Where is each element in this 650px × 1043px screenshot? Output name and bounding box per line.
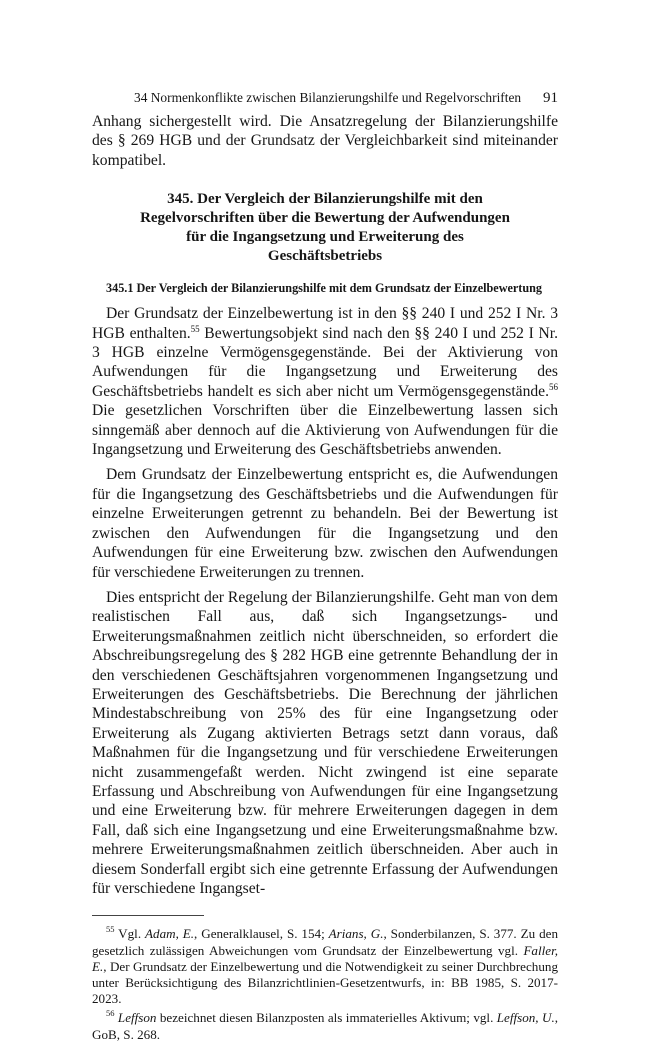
footnote-55-text-b: , Generalklausel, S. 154; [194,926,329,942]
footnote-55-author-faller: Faller, E. [92,942,558,974]
footnote-56 [92,1010,558,1042]
paragraph-1 [92,304,558,459]
footnote-56-text-a: bezeichnet diesen Bilanzposten als immaterielles Aktivum; vgl. [156,1010,497,1026]
paragraph-1-part-c: Die gesetzlichen Vorschriften über die Einzelbewertung lassen sich sinngemäß aber dennoch auf die Aktivierung von Aufwendungen für die Ingangsetzung und Erweiterung des Geschäftsbetriebs anwenden. [92,402,558,459]
footnote-55-author-arians: Arians, G. [328,926,384,942]
running-header-title: 34 Normenkonflikte zwischen Bilanzierungshilfe und Regelvorschriften [134,90,522,105]
paragraph-3: Dies entspricht der Regelung der Bilanzierungshilfe. Geht man von dem realistischen Fall aus, daß sich Ingangsetzungs- und Erweiterungsmaßnahmen zeitlich nicht überschneiden, so erfordert die Abschreibungsregelung des § 282 HGB eine getrennte Behandlung der in den verschiedenen Geschäftsjahren vorgenommenen Ingangsetzung und Erweiterungen des Geschäftsbetriebs. Die Berechnung der jährlichen Mindestabschreibung von 25% des für eine Ingangsetzung oder Erweiterung als Zugang aktivierten Betrags setzt dann voraus, daß Maßnahmen für die Ingangsetzung und für verschiedene Erweiterungen nicht zusammengefaßt werden. Nicht zwingend ist eine separate Erfassung und Abschreibung von Aufwendungen für eine Ingangsetzung und eine Erweiterung bzw. für mehrere Erweiterungen dagegen in dem Fall, daß sich eine Ingangsetzung und eine Erweiterungsmaßnahme bzw. mehrere Erweiterungsmaßnahmen zeitlich überschneiden. Aber auch in diesem Sonderfall ergibt sich eine getrennte Erfassung der Aufwendungen für verschiedene Ingangset- [92,588,558,897]
footnote-55-text-a: Vgl. [114,926,146,942]
footnote-ref-56[interactable]: 56 [549,381,558,392]
paragraph-1-part-a: Der Grundsatz der Einzelbewertung ist in den §§ 240 I und 252 I Nr. 3 HGB enthalten. [92,305,558,342]
footnote-number-56: 56 [106,1008,115,1019]
section-heading: 345. Der Vergleich der Bilanzierungshilfe mit den Regelvorschriften über die Bewertung der Aufwendungen für die Ingangsetzung und Erweiterung des Geschäftsbetriebs [140,191,510,265]
paragraph-1-part-b: Bewertungsobjekt sind nach den §§ 240 I und 252 I Nr. 3 HGB einzelne Vermögensgegenstände. Bei der Aktivierung von Aufwendungen für die Ingangsetzung und Erweiterung des Geschäftsbetriebs handelt es sich aber nicht um Vermögensgegenstände. [92,324,558,400]
footnote-separator [92,915,204,916]
footnote-55 [92,926,558,1007]
footnote-55-text-c: , Sonderbilanzen, S. 377. Zu den gesetzlich zulässigen Abweichungen vom Grundsatz der Einzelbewertung vgl. [92,926,558,958]
footnote-55-author-adam: Adam, E. [145,926,195,942]
footnote-number-55: 55 [106,924,115,935]
subsection-heading: 345.1 Der Vergleich der Bilanzierungshilfe mit dem Grundsatz der Einzelbewertung [106,281,543,296]
footnote-55-text-d: , Der Grundsatz der Einzelbewertung und die Notwendigkeit zu seiner Durchbrechung unter Berücksichtigung des Bilanzrichtlinien-Gesetzentwurfs, in: BB 1985, S. 2017-2023. [92,958,558,1007]
running-header [92,90,558,106]
footnote-56-author-leffson: Leffson [117,1010,157,1026]
footnote-56-author-leffson-u: Leffson, U. [496,1010,555,1026]
footnote-56-text-b: , GoB, S. 268. [92,1010,558,1042]
paragraph-2: Dem Grundsatz der Einzelbewertung entspricht es, die Aufwendungen für die Ingangsetzung des Geschäftsbetriebs und die Aufwendungen für einzelne Erweiterungen getrennt zu behandeln. Bei der Bewertung ist zwischen den Aufwendungen für die Ingangsetzung und den Aufwendungen für eine Erweiterung bzw. zwischen den Aufwendungen für verschiedene Erweiterungen zu trennen. [92,466,558,581]
page-number: 91 [543,90,558,106]
continuation-paragraph: Anhang sichergestellt wird. Die Ansatzregelung der Bilanzierungshilfe des § 269 HGB und der Grundsatz der Vergleichbarkeit sind miteinander kompatibel. [92,113,558,169]
footnote-ref-55[interactable]: 55 [190,323,200,334]
main-text [92,112,558,1043]
